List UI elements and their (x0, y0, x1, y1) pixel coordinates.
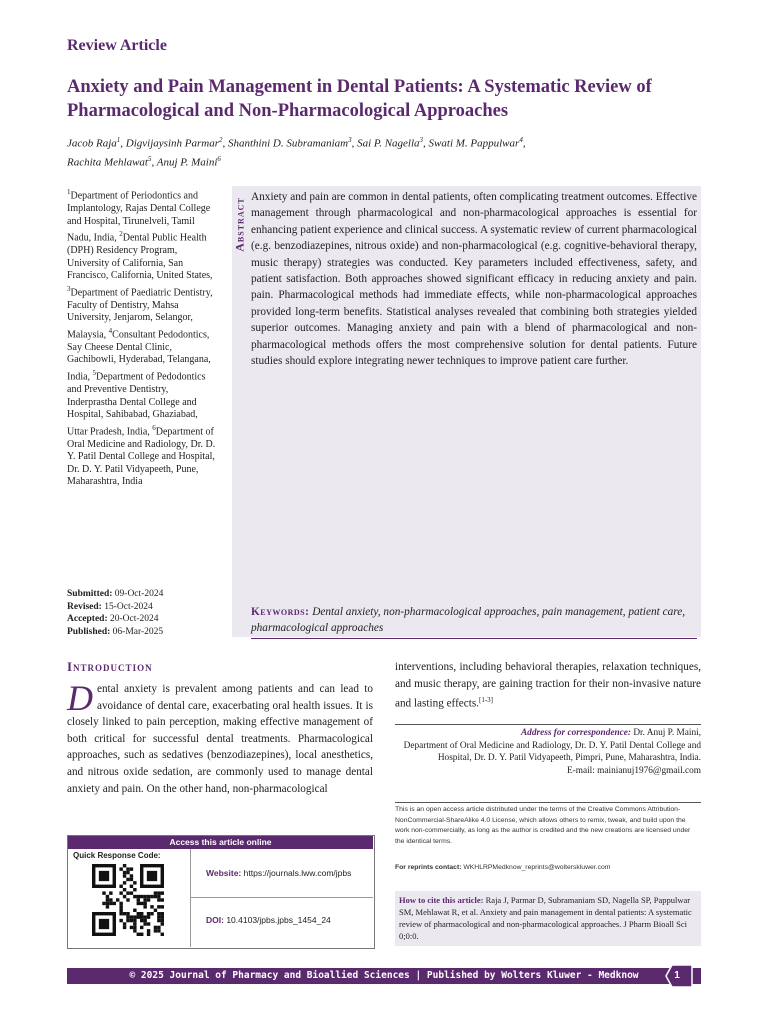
correspondence-address: Department of Oral Medicine and Radiology, Dr. D. Y. Patil Dental College and Hospital, Dr. D. Y. Patil Vidyapeeth, Pimpri, Pune, Maharashtra, India. (403, 740, 701, 764)
abstract-label-text: Abstract (232, 197, 247, 252)
citation-ref[interactable]: [1-3] (478, 696, 493, 705)
author-affiliation-mark: 3 (419, 136, 424, 144)
abstract-label (232, 190, 248, 260)
reprints-label: For reprints contact: (395, 864, 462, 871)
revised-label: Revised: (67, 601, 102, 612)
access-header: Access this article online (68, 836, 373, 849)
correspondence-name: Dr. Anuj P. Maini, (631, 728, 701, 738)
affiliation-mark: 2 (119, 230, 123, 239)
correspondence-email[interactable]: E-mail: mainianuj1976@gmail.com (566, 765, 701, 776)
author-name: Rachita Mehlawat (67, 156, 148, 169)
doi-link[interactable]: 10.4103/jpbs.jpbs_1454_24 (223, 915, 331, 925)
intro-column-1 (67, 678, 373, 797)
author-affiliation-mark: 4 (519, 136, 523, 144)
published-label: Published: (67, 626, 111, 637)
author-name: Swati M. Pappulwar (428, 137, 520, 150)
cite-label: How to cite this article: (399, 895, 484, 905)
accepted-label: Accepted: (67, 614, 108, 625)
abstract-text: Anxiety and pain are common in dental patients, often complicating treatment outcomes. Effective management through pharmacological and non-pharmacological approaches is essential for enhancing patient experience and clinical success. A systematic review of current pharmacological (e.g. benzodiazepines, nitrous oxide) and non-pharmacological (e.g. cognitive-behavioral therapy, music therapy) strategies was conducted. Key parameters included effectiveness, safety, and patient satisfaction. Both approaches showed significant efficacy in reducing anxiety and pain. pain. Pharmacological methods had immediate effects, while non-pharmacological approaches provided long-term benefits. Statistical analyses revealed that combining both strategies yielded superior outcomes. Managing anxiety and pain with a blend of pharmacological and non-pharmacological methods offers the most comprehensive solution for dental patients. Future studies should explore integrating newer techniques to improve patient care further. (251, 191, 697, 368)
submitted-label: Submitted: (67, 589, 113, 599)
website-label: Website: (206, 868, 242, 878)
submitted-date: 09-Oct-2024 (114, 589, 164, 599)
reprints-contact (395, 864, 701, 871)
article-title: Anxiety and Pain Management in Dental Patients: A Systematic Review of Pharmacological and Non-Pharmacological Approaches (67, 77, 652, 121)
affiliation-text: Department of Oral Medicine and Radiology, Dr. D. Y. Patil Dental College and Hospital, Dr. D. Y. Patil Vidyapeeth, Pune, Maharashtra, India (67, 426, 216, 488)
qr-code-icon[interactable] (92, 864, 164, 936)
accepted-date: 20-Oct-2024 (110, 614, 159, 625)
author-name: Digvijaysinh Parmar (125, 137, 219, 150)
affiliation-mark: 4 (108, 326, 113, 335)
affiliation-mark: 6 (152, 423, 156, 432)
keywords-label: Keywords: (251, 606, 310, 618)
author-affiliation-mark: 2 (219, 136, 223, 144)
author-affiliation-mark: 6 (217, 154, 221, 163)
author-affiliation-mark: 5 (147, 154, 152, 163)
revised-date: 15-Oct-2024 (104, 601, 153, 612)
affiliation-text: Department of Pedodontics and Preventive Dentistry, Inderprastha Dental College and Hospital, Sahibabad, Ghaziabad, Uttar Pradesh, India, (67, 371, 206, 438)
qr-label: Quick Response Code: (73, 851, 161, 860)
author-affiliation-mark: 1 (116, 136, 121, 144)
affiliation-text: Consultant Pedodontics, Say Cheese Dental Clinic, Gachibowli, Hyderabad, Telangana, India, (67, 329, 211, 383)
doi-label: DOI: (206, 915, 224, 925)
drop-cap: D (67, 678, 93, 718)
affiliation-mark: 1 (67, 188, 71, 196)
website (206, 868, 351, 878)
affiliation-text: Department of Paediatric Dentistry, Faculty of Dentistry, Mahsa University, Jenjarom, Selangor, Malaysia, (67, 287, 213, 341)
intro-text-2: interventions, including behavioral therapies, relaxation techniques, and music therapy, are gaining traction for their non-invasive nature and lasting effects. (395, 661, 701, 710)
footer-bar: © 2025 Journal of Pharmacy and Bioallied Sciences | Published by Wolters Kluwer - Medknow (67, 968, 701, 984)
cite-text (399, 894, 699, 942)
article-dates (67, 588, 237, 638)
correspondence (395, 724, 701, 777)
correspondence-label: Address for correspondence: (520, 728, 631, 738)
affiliation-text: Dental Public Health (DPH) Residency Program, University of California, San Francisco, California, United States, (67, 232, 213, 282)
access-divider (190, 849, 191, 947)
author-name: Sai P. Nagella (357, 137, 420, 150)
access-divider-horizontal (190, 897, 373, 898)
intro-column-2 (395, 659, 701, 713)
author-name: Anuj P. Maini (156, 156, 218, 169)
author-list: Jacob Raja$^1$, Digvijaysinh Parmar$^2$, Shanthini D. Subramaniam$^3$, Sai P. Nagella$^3$, Swati M. Pappulwar$^4$, Rachita Mehlawat$^5$, Anuj P. Maini$^6$ (67, 136, 526, 169)
affiliation-mark: 5 (92, 369, 97, 378)
doi (206, 915, 331, 925)
author-name: Jacob Raja (67, 137, 117, 150)
article-type: Review Article (67, 37, 167, 54)
author-name: Shanthini D. Subramaniam (228, 137, 349, 150)
license-text: This is an open access article distributed under the terms of the Creative Commons Attribution-NonCommercial-ShareAlike 4.0 License, which allows others to remix, tweak, and build upon the work non-commercially, as long as the author is credited and the new creations are licensed under the identical terms. (395, 802, 701, 847)
keywords (251, 604, 697, 639)
affiliations (67, 186, 217, 489)
page-number: 1 (674, 970, 680, 981)
affiliation-mark: 3 (67, 284, 71, 293)
intro-text-1: ental anxiety is prevalent among patients and can lead to avoidance of dental care, exacerbating oral health issues. It is closely linked to pain perception, making effective management of both critical for successful dental treatments. Pharmacological approaches, such as sedatives (benzodiazepines), local anesthetics, and nitrous oxide sedation, are commonly used to manage dental anxiety and pain. On the other hand, non-pharmacological (67, 683, 373, 795)
published-date: 06-Mar-2025 (112, 626, 164, 637)
affiliation-text: Department of Periodontics and Implantology, Rajas Dental College and Hospital, Tirunelveli, Tamil Nadu, India, (67, 190, 211, 244)
keywords-text: Dental anxiety, non-pharmacological approaches, pain management, patient care, pharmacological approaches (251, 606, 686, 634)
reprints-email[interactable]: WKHLRPMedknow_reprints@wolterskluwer.com (461, 864, 611, 871)
cite-body: Raja J, Parmar D, Subramaniam SD, Nagella SP, Pappulwar SM, Mehlawat R, et al. Anxiety and pain management in dental patients: A systematic review of pharmacological and non-pharmacological approaches. J Pharm Bioall Sci 0;0:0. (399, 895, 692, 941)
intro-heading: Introduction (67, 659, 153, 674)
website-link[interactable]: https://journals.lww.com/jpbs (241, 868, 352, 878)
author-affiliation-mark: 3 (348, 136, 352, 144)
